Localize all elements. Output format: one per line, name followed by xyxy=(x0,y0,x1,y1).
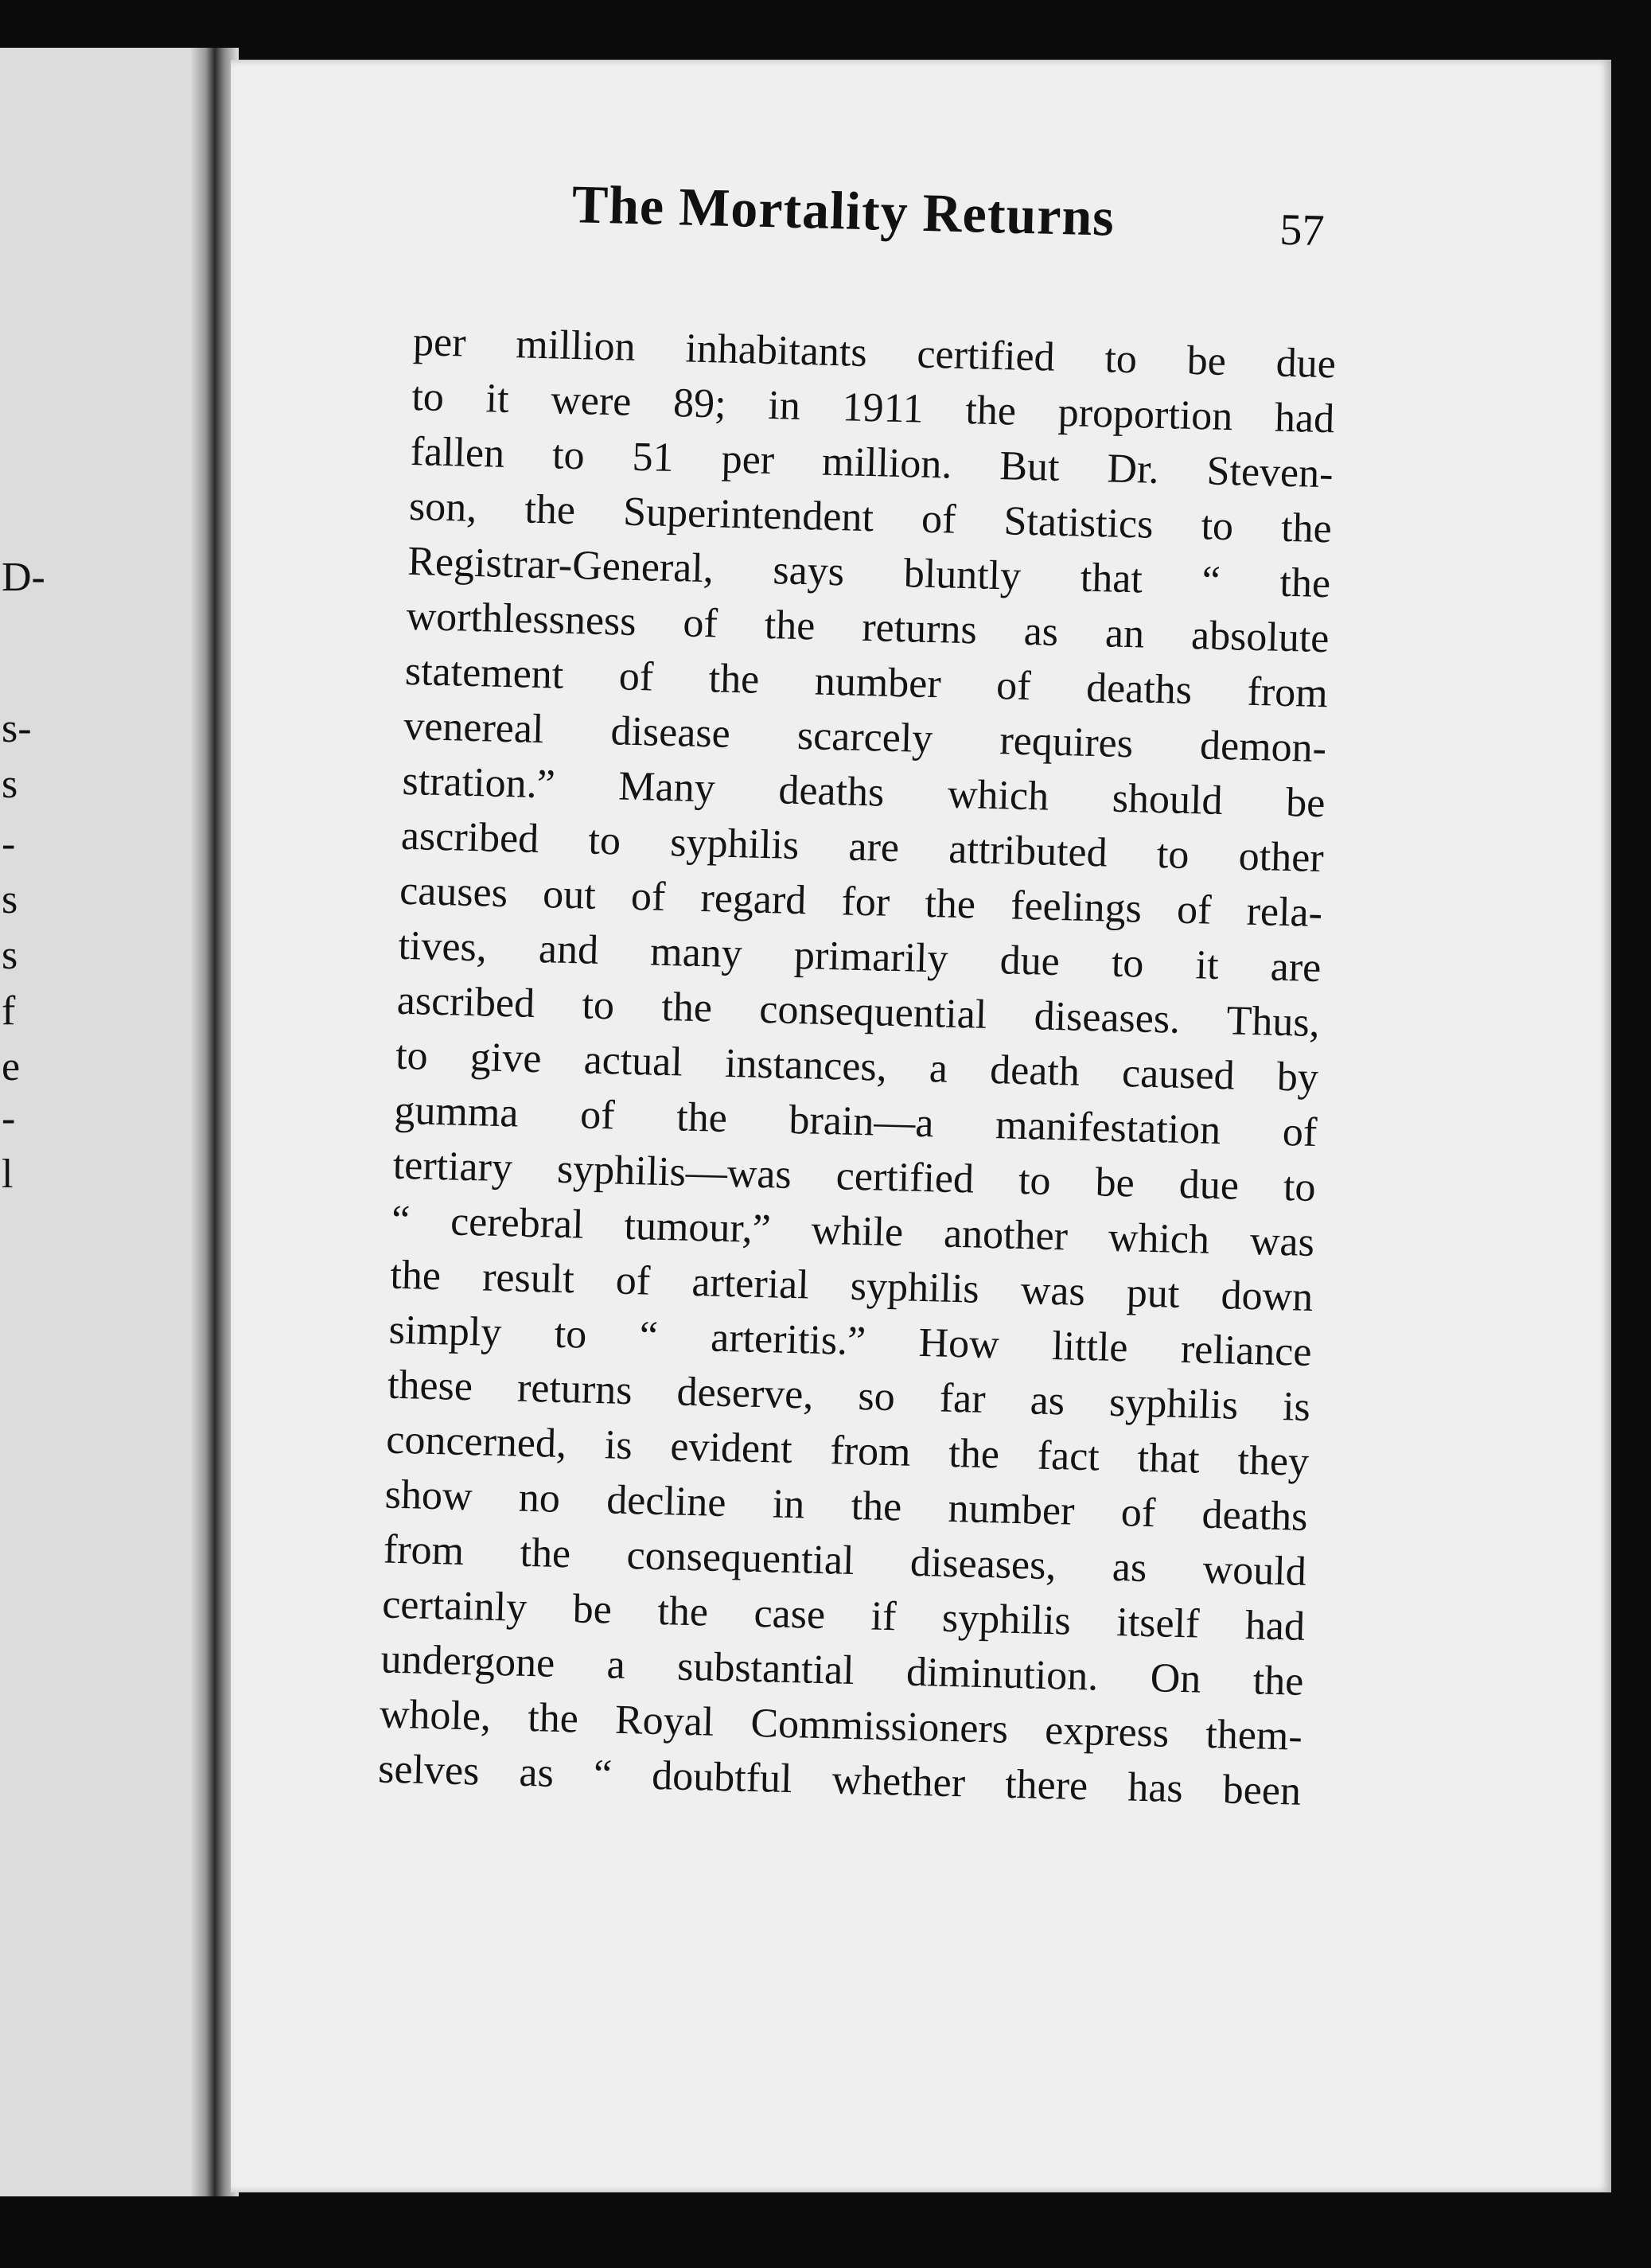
text-line-content: tertiary syphilis—was certified to be due to xyxy=(392,1142,1317,1211)
text-line-content: Registrar-General, says bluntly that “ the xyxy=(407,538,1331,607)
fragment: e xyxy=(2,1044,21,1089)
running-head-title: The Mortality Returns xyxy=(571,173,1116,247)
body-text xyxy=(377,314,1336,1819)
text-line-content: per million inhabitants certified to be due xyxy=(412,318,1337,388)
fragment: s- xyxy=(2,706,32,751)
text-line-content: to give actual instances, a death caused by xyxy=(395,1032,1319,1101)
text-line-content: son, the Superintendent of Statistics to the xyxy=(408,483,1333,552)
page-number: 57 xyxy=(1279,205,1326,256)
text-line-content: fallen to 51 per million. But Dr. Steven- xyxy=(410,428,1334,497)
fragment: D- xyxy=(2,555,45,600)
fragment: - xyxy=(2,1096,16,1141)
text-line-content: ascribed to syphilis are attributed to other xyxy=(400,813,1325,882)
text-line-content: causes out of regard for the feelings of rela- xyxy=(399,867,1323,937)
fragment: s xyxy=(2,877,18,922)
text-line-content: certainly be the case if syphilis itself had xyxy=(381,1581,1306,1650)
text-line-content: these returns deserve, so far as syphilis is xyxy=(387,1362,1311,1430)
fragment: s xyxy=(2,933,18,978)
text-line-content: ascribed to the consequential diseases. Thus, xyxy=(396,977,1321,1046)
text-line-content: stration.” Many deaths which should be xyxy=(401,758,1326,827)
text-line-content: statement of the number of deaths from xyxy=(404,648,1329,717)
text-line-content: tives, and many primarily due to it are xyxy=(397,922,1322,992)
text-line-content: from the consequential diseases, as would xyxy=(383,1526,1307,1595)
fragment: - xyxy=(2,821,16,867)
fragment: f xyxy=(2,988,16,1034)
fragment: l xyxy=(2,1152,14,1197)
text-line-content: whole, the Royal Commissioners express them- xyxy=(379,1691,1303,1759)
text-line-content: undergone a substantial diminution. On the xyxy=(380,1636,1305,1705)
text-line-content: gumma of the brain—a manifestation of xyxy=(393,1087,1318,1156)
text-line-content: simply to “ arteritis.” How little reliance xyxy=(388,1307,1313,1375)
text-line-content: venereal disease scarcely requires demon- xyxy=(403,703,1327,772)
text-line-content: concerned, is evident from the fact that they xyxy=(385,1417,1310,1485)
text-line-content: “ cerebral tumour,” while another which was xyxy=(391,1197,1315,1265)
previous-page-edge xyxy=(0,48,213,2196)
text-line-content: selves as “ doubtful whether there has been xyxy=(377,1746,1302,1814)
fragment: s xyxy=(2,762,18,807)
text-line-content: the result of arterial syphilis was put down xyxy=(389,1252,1314,1320)
text-line-content: show no decline in the number of deaths xyxy=(384,1471,1309,1540)
text-line-content: to it were 89; in 1911 the proportion had xyxy=(411,373,1335,442)
text-line-content: worthlessness of the returns as an absolute xyxy=(406,593,1330,662)
previous-page-text-fragments xyxy=(0,48,45,2196)
scan-border xyxy=(1611,48,1651,2268)
